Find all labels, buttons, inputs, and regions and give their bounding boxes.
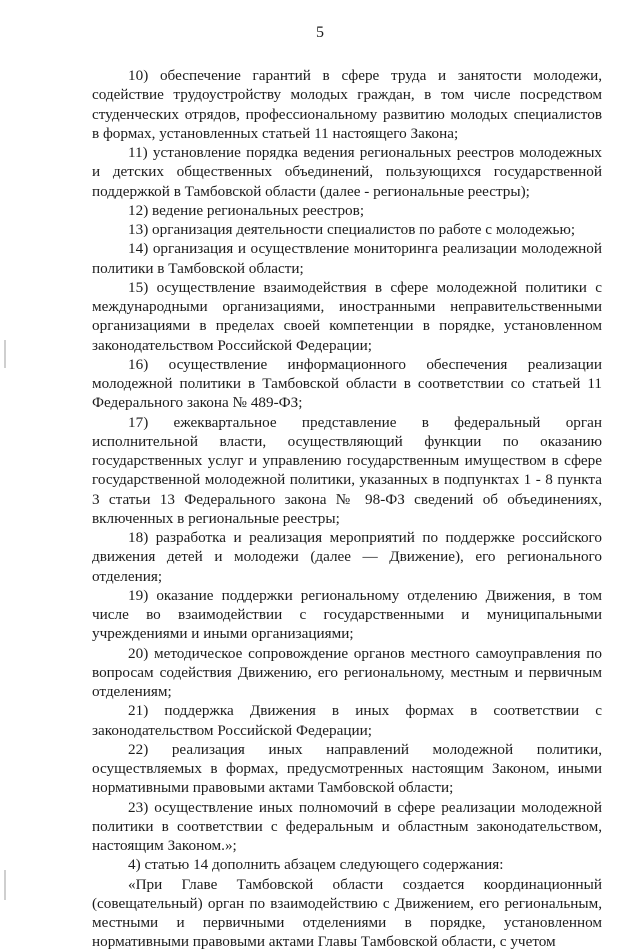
list-item-20: 20) методическое сопровождение органов местного самоуправления по вопросам содействия Движению, его региональному, местным и первичным отделениям;: [92, 644, 602, 700]
scan-edge-mark: [4, 870, 6, 900]
list-item-17: 17) ежеквартальное представление в федеральный орган исполнительной власти, осуществляющий функции по оказанию государственных услуг и управлению государственным имуществом в сфере государственной молодежной политики, указанных в подпунктах 1 - 8 пункта 3 статьи 13 Федерального закона № 98-ФЗ сведений об объединениях, включенных в региональные реестры;: [92, 413, 602, 527]
list-item-21: 21) поддержка Движения в иных формах в соответствии с законодательством Российской Федерации;: [92, 702, 602, 739]
list-item-11: 11) установление порядка ведения региональных реестров молодежных и детских общественных объединений, пользующихся государственной поддержкой в Тамбовской области (далее - региональные реестры);: [92, 144, 602, 200]
page-number: 5: [316, 24, 324, 41]
list-item-23: 23) осуществление иных полномочий в сфере реализации молодежной политики в соответствии с федеральным и областным законодательством, настоящим Законом.»;: [92, 798, 602, 854]
amendment-quote: «При Главе Тамбовской области создается координационный (совещательный) орган по взаимодействию с Движением, его региональным, местными и первичными отделениями в порядке, установленном нормативными правовыми актами Главы Тамбовской области, с учетом: [92, 875, 602, 951]
list-item-22: 22) реализация иных направлений молодежной политики, осуществляемых в формах, предусмотренных настоящим Законом, иными нормативными правовыми актами Тамбовской области;: [92, 740, 602, 797]
document-body: [92, 66, 602, 952]
list-item-16: 16) осуществление информационного обеспечения реализации молодежной политики в Тамбовской области в соответствии со статьей 11 Федерального закона № 489-ФЗ;: [92, 355, 602, 412]
list-item-14: 14) организация и осуществление мониторинга реализации молодежной политики в Тамбовской области;: [92, 240, 602, 277]
list-item-19: 19) оказание поддержки региональному отделению Движения, в том числе во взаимодействии с государственными и муниципальными учреждениями и иными организациями;: [92, 586, 602, 643]
amendment-item-4: 4) статью 14 дополнить абзацем следующего содержания:: [128, 856, 504, 874]
list-item-13: 13) организация деятельности специалистов по работе с молодежью;: [128, 221, 576, 238]
scan-edge-mark: [4, 340, 6, 368]
list-item-18: 18) разработка и реализация мероприятий по поддержке российского движения детей и молодежи (далее — Движение), его регионального отделения;: [92, 529, 602, 585]
list-item-12: 12) ведение региональных реестров;: [128, 201, 365, 219]
list-item-15: 15) осуществление взаимодействия в сфере молодежной политики с международными организациями, иностранными неправительственными организациями в пределах своей компетенции в порядке, установленном законодательством Российской Федерации;: [92, 278, 602, 354]
list-item-10: 10) обеспечение гарантий в сфере труда и занятости молодежи, содействие трудоустройству молодых граждан, в том числе посредством студенческих отрядов, профессиональному развитию молодых специалистов в формах, установленных статьей 11 настоящего Закона;: [92, 67, 602, 142]
